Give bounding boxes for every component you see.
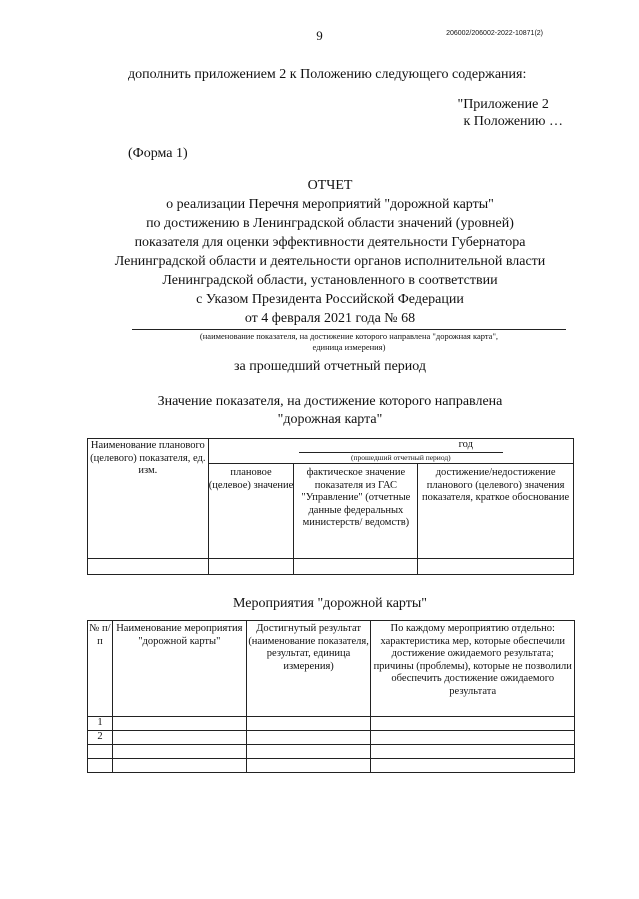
form-label: (Форма 1) bbox=[128, 146, 188, 161]
table-cell bbox=[246, 745, 371, 759]
intro-text: дополнить приложением 2 к Положению следующего содержания: bbox=[128, 67, 527, 82]
table-cell bbox=[246, 731, 371, 745]
appendix-reference bbox=[457, 96, 563, 130]
page-number: 9 bbox=[316, 28, 323, 43]
value-heading bbox=[60, 393, 600, 429]
section-title: Мероприятия "дорожной карты" bbox=[233, 596, 427, 611]
indicator-note-line-2: единица измерения) bbox=[312, 342, 386, 352]
row-number bbox=[88, 759, 113, 773]
result-header: Достигнутый результат (наименование показателя, результат, единица измерения) bbox=[246, 621, 371, 717]
indicator-note-line-1: (наименование показателя, на достижение которого направлена "дорожная карта", bbox=[199, 331, 499, 341]
title-line: о реализации Перечня мероприятий "дорожной карты" bbox=[166, 197, 494, 212]
title-line: Ленинградской области и деятельности органов исполнительной власти bbox=[114, 254, 546, 269]
indicator-name-header: Наименование планового (целевого) показателя, ед. изм. bbox=[88, 439, 209, 559]
indicator-table bbox=[87, 438, 574, 575]
value-heading-line-1: Значение показателя, на достижение которого направлена bbox=[157, 394, 503, 409]
title-line: по достижению в Ленинградской области значений (уровней) bbox=[146, 216, 514, 231]
period-text: за прошедший отчетный период bbox=[233, 359, 427, 374]
table-cell bbox=[246, 759, 371, 773]
table-cell bbox=[294, 559, 418, 575]
number-header: № п/п bbox=[88, 621, 113, 717]
table-cell bbox=[112, 745, 246, 759]
report-title: ОТЧЕТ bbox=[307, 178, 353, 193]
table-cell bbox=[88, 559, 209, 575]
table-cell bbox=[371, 731, 575, 745]
table-cell bbox=[371, 745, 575, 759]
appendix-line-2: к Положению … bbox=[463, 114, 563, 129]
table-cell bbox=[418, 559, 574, 575]
table-cell bbox=[208, 559, 294, 575]
title-line: от 4 февраля 2021 года № 68 bbox=[244, 311, 416, 326]
table-cell bbox=[112, 717, 246, 731]
table-cell bbox=[112, 759, 246, 773]
title-line: показателя для оценки эффективности деятельности Губернатора bbox=[134, 235, 526, 250]
indicator-note bbox=[132, 331, 566, 353]
activities-table bbox=[87, 620, 575, 773]
value-heading-line-2: "дорожная карта" bbox=[277, 412, 383, 427]
title-line: Ленинградской области, установленного в соответствии bbox=[162, 273, 498, 288]
row-number: 2 bbox=[88, 731, 113, 745]
year-note: (прошедший отчетный период) bbox=[299, 452, 503, 462]
row-number: 1 bbox=[88, 717, 113, 731]
row-number bbox=[88, 745, 113, 759]
table-cell bbox=[112, 731, 246, 745]
achievement-header: достижение/недостижение планового (целевого) значения показателя, краткое обоснование bbox=[418, 464, 574, 559]
table-cell bbox=[371, 759, 575, 773]
actual-value-header: фактическое значение показателя из ГАС "Управление" (отчетные данные федеральных министерств/ ведомств) bbox=[294, 464, 418, 559]
planned-value-header: плановое (целевое) значение bbox=[208, 464, 294, 559]
activity-name-header: Наименование мероприятия "дорожной карты" bbox=[112, 621, 246, 717]
indicator-underline bbox=[132, 329, 566, 330]
year-label: год bbox=[458, 439, 473, 450]
table-cell bbox=[246, 717, 371, 731]
year-header bbox=[208, 439, 573, 464]
appendix-line-1: "Приложение 2 bbox=[457, 97, 549, 112]
table-cell bbox=[371, 717, 575, 731]
title-line: с Указом Президента Российской Федерации bbox=[196, 292, 464, 307]
document-code: 206002/206002-2022-10871(2) bbox=[446, 30, 543, 37]
report-description bbox=[60, 195, 600, 328]
explanation-header: По каждому мероприятию отдельно: характеристика мер, которые обеспечили достижение ожидаемого результата; причины (проблемы), которые не позволили обеспечить достижение ожидаемого результата bbox=[371, 621, 575, 717]
